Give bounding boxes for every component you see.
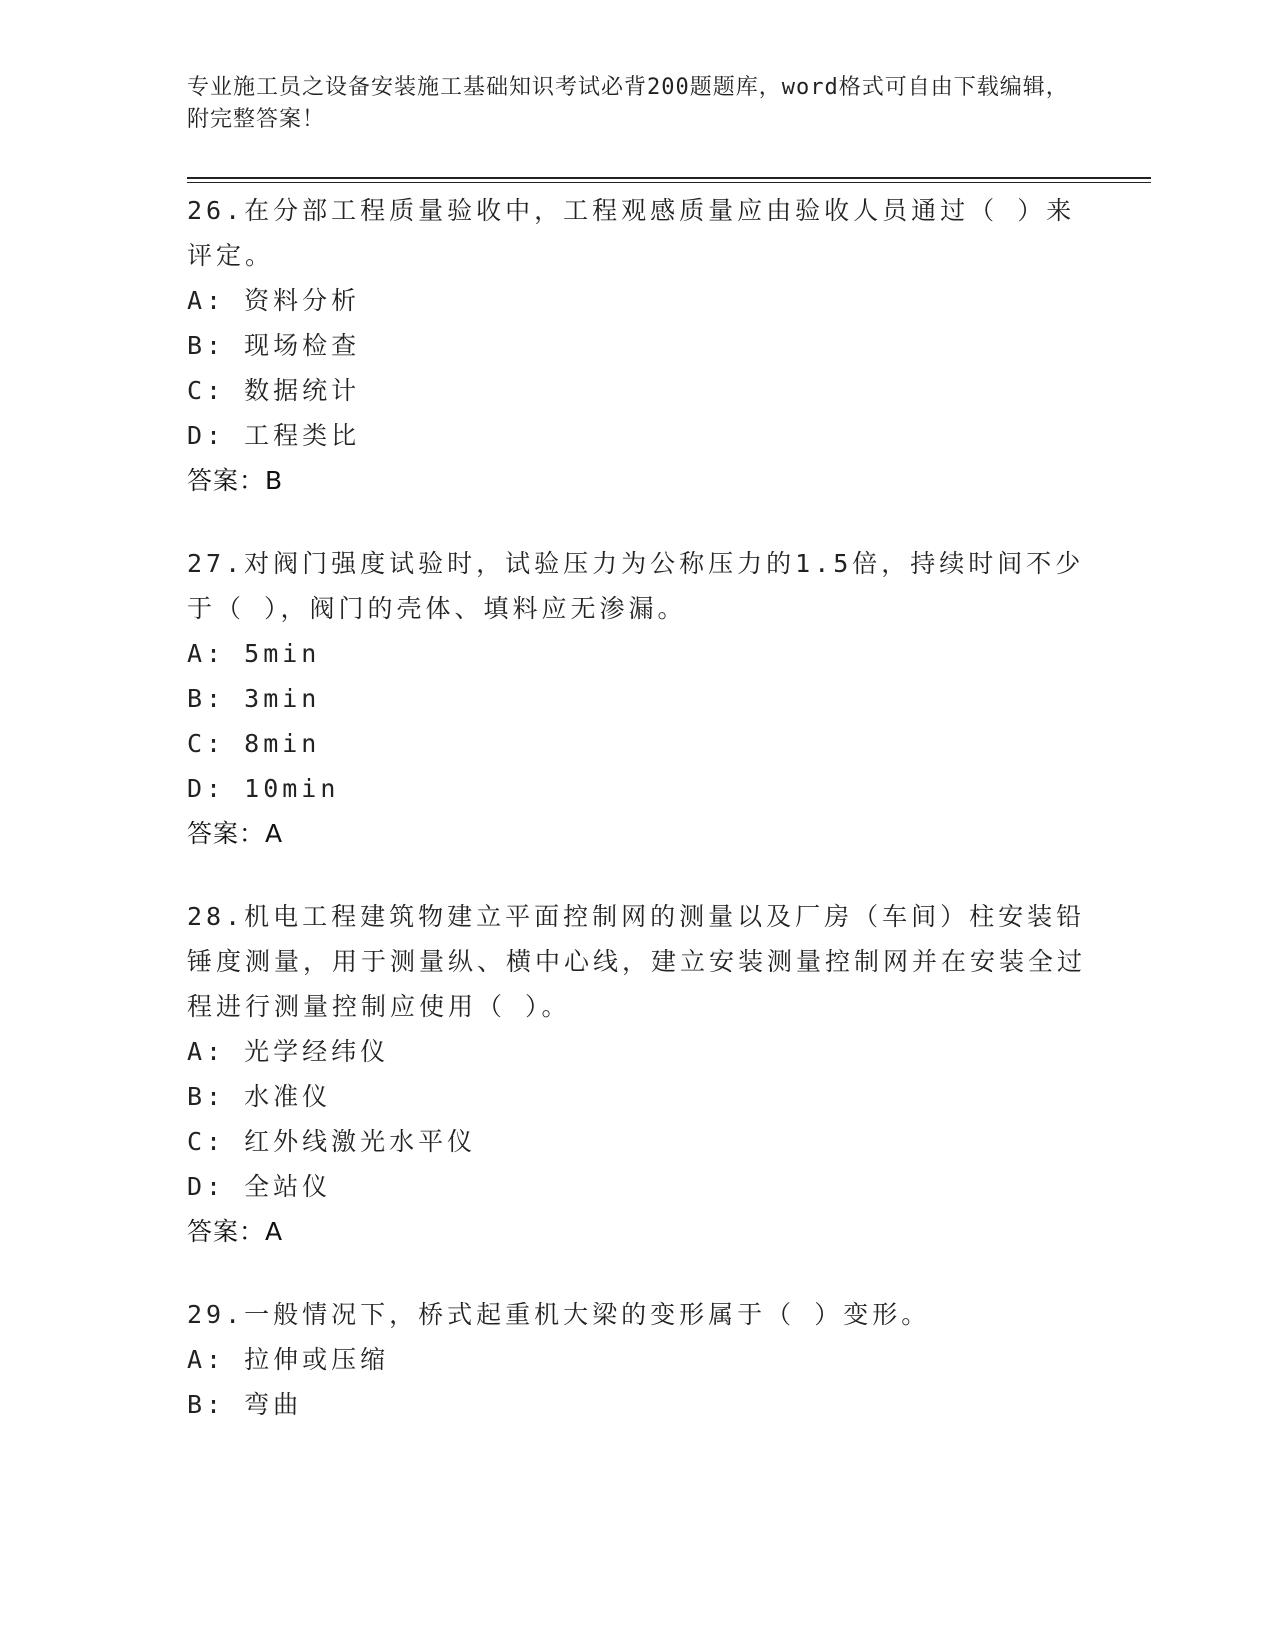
option-d: D: 10min [187,774,340,803]
question-28 [187,894,1087,1254]
question-list [187,188,1087,1465]
question-stem: 29.一般情况下，桥式起重机大梁的变形属于（ ）变形。 [187,1300,931,1329]
option-c: C: 数据统计 [187,376,361,405]
question-26 [187,188,1087,503]
option-a: A: 拉伸或压缩 [187,1345,390,1374]
option-b: B: 3min [187,684,321,713]
document-header: 专业施工员之设备安装施工基础知识考试必背200题题库，word格式可自由下载编辑，附完整答案！ [187,75,1069,132]
question-27 [187,541,1087,856]
option-a: A: 5min [187,639,321,668]
header-divider-thick [187,177,1151,179]
option-c: C: 8min [187,729,321,758]
option-c: C: 红外线激光水平仪 [187,1127,477,1156]
option-d: D: 工程类比 [187,421,361,450]
question-29 [187,1292,1087,1427]
option-b: B: 现场检查 [187,331,361,360]
answer: 答案：A [187,1217,284,1246]
header-divider-thin [187,182,1151,183]
option-b: B: 水准仪 [187,1082,332,1111]
answer: 答案：A [187,819,284,848]
option-a: A: 资料分析 [187,286,361,315]
question-stem: 28.机电工程建筑物建立平面控制网的测量以及厂房（车间）柱安装铅锤度测量，用于测量纵、横中心线，建立安装测量控制网并在安装全过程进行测量控制应使用（ ）。 [187,902,1087,1021]
option-a: A: 光学经纬仪 [187,1037,390,1066]
option-b: B: 弯曲 [187,1390,303,1419]
answer: 答案：B [187,466,284,495]
question-stem: 27.对阀门强度试验时，试验压力为公称压力的1.5倍，持续时间不少于（ ），阀门的壳体、填料应无渗漏。 [187,549,1085,623]
question-stem: 26.在分部工程质量验收中，工程观感质量应由验收人员通过（ ）来评定。 [187,196,1076,270]
option-d: D: 全站仪 [187,1172,332,1201]
